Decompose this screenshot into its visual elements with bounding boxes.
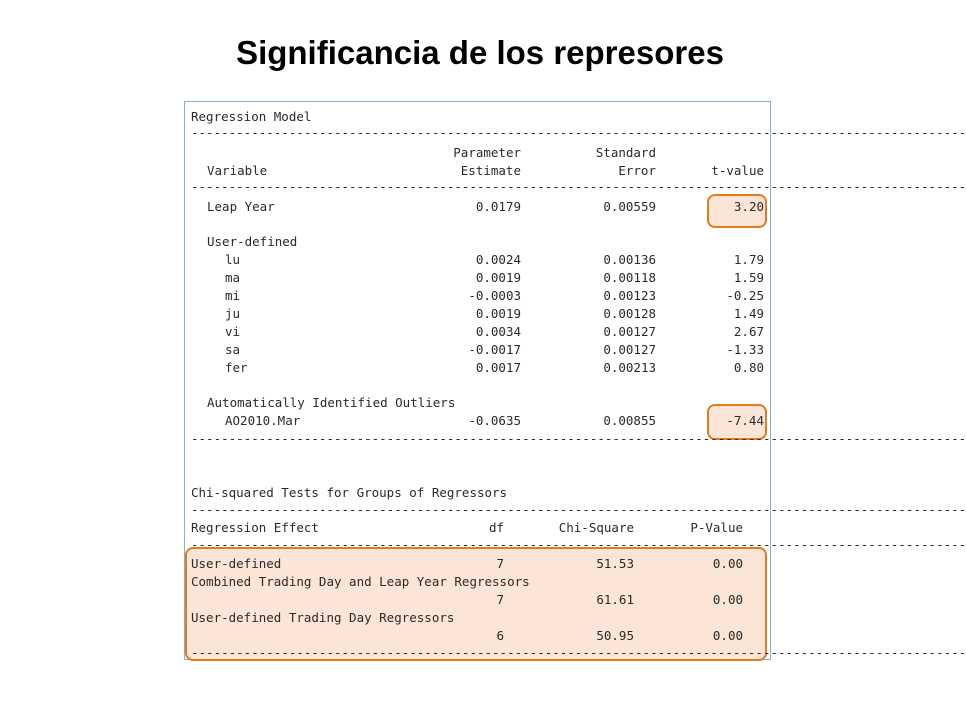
- regression-output-panel: [184, 101, 966, 660]
- slide-title: Significancia de los represores: [236, 34, 724, 71]
- chi-table-row: 7 61.61 0.00: [496, 592, 743, 607]
- section-title-regression-model: Regression Model: [191, 109, 312, 124]
- chi-table-header: [191, 519, 757, 537]
- table-row: ju 0.0019 0.00128 1.49: [225, 306, 764, 321]
- divider: -------------------------------------------------------------------------------------------------------: [191, 502, 966, 517]
- header-variable: Variable: [207, 163, 268, 178]
- chi-table-row-label: User-defined Trading Day Regressors: [191, 610, 455, 625]
- table-row: mi -0.0003 0.00123 -0.25: [225, 288, 764, 303]
- header-chi-square: Chi-Square: [558, 520, 634, 535]
- chi-table-row: User-defined 7 51.53 0.00: [191, 556, 743, 571]
- table-row-outlier: AO2010.Mar -0.0635 0.00855 -7.44: [225, 413, 764, 428]
- chi-table-row: 6 50.95 0.00: [496, 628, 743, 643]
- header-standard: Standard: [595, 145, 656, 160]
- group-label-user-defined: User-defined: [207, 234, 298, 249]
- header-t-value: t-value: [711, 163, 764, 178]
- divider: -------------------------------------------------------------------------------------------------------: [191, 125, 966, 140]
- divider: -------------------------------------------------------------------------------------------------------: [191, 431, 966, 446]
- table-row: sa -0.0017 0.00127 -1.33: [225, 342, 764, 357]
- divider: -------------------------------------------------------------------------------------------------------: [191, 179, 966, 194]
- table-row: fer 0.0017 0.00213 0.80: [225, 360, 764, 375]
- section-title-chi-squared: Chi-squared Tests for Groups of Regressors: [191, 485, 508, 500]
- divider: -------------------------------------------------------------------------------------------------------: [191, 537, 966, 552]
- table-row: lu 0.0024 0.00136 1.79: [225, 252, 764, 267]
- divider: -------------------------------------------------------------------------------------------------------: [191, 645, 966, 660]
- header-regression-effect: Regression Effect: [191, 520, 319, 535]
- table-row: vi 0.0034 0.00127 2.67: [225, 324, 764, 339]
- header-p-value: P-Value: [690, 520, 743, 535]
- table-row: ma 0.0019 0.00118 1.59: [225, 270, 764, 285]
- header-parameter: Parameter: [453, 145, 521, 160]
- header-estimate: Estimate: [460, 163, 521, 178]
- group-label-outliers: Automatically Identified Outliers: [207, 395, 456, 410]
- chi-table-row-label: Combined Trading Day and Leap Year Regressors: [191, 574, 530, 589]
- header-df: df: [488, 520, 504, 535]
- table-header-row-1: [191, 144, 757, 162]
- table-row-leap-year: Leap Year 0.0179 0.00559 3.20: [207, 199, 764, 214]
- header-error: Error: [618, 163, 656, 178]
